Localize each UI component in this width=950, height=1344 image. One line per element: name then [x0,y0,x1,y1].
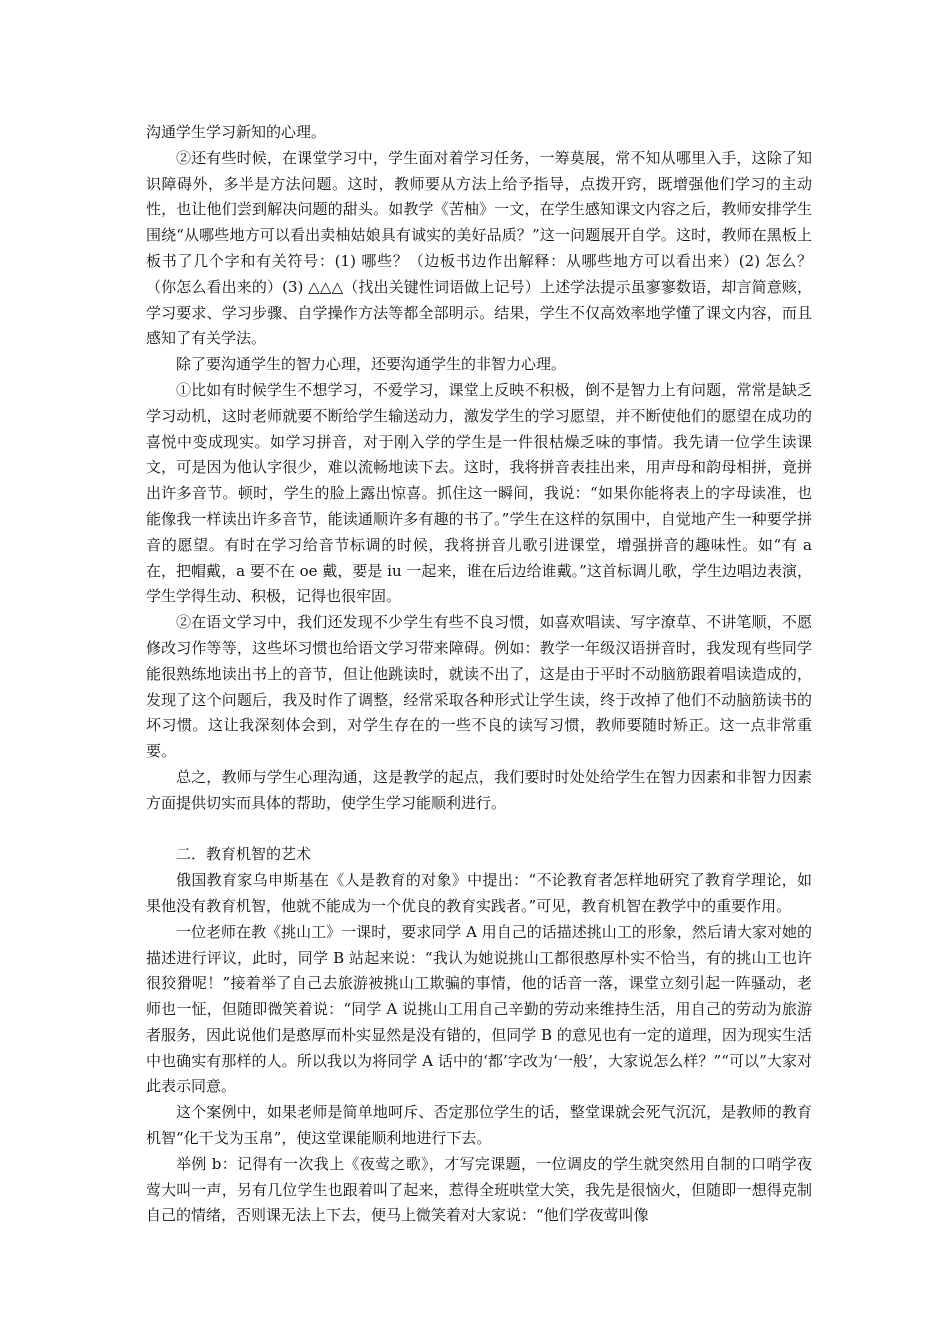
paragraph: 除了要沟通学生的智力心理，还要沟通学生的非智力心理。 [176,355,567,374]
paragraph: 沟通学生学习新知的心理。 [146,123,327,141]
paragraph: ②在语文学习中，我们还发现不少学生有些不良习惯，如喜欢唱读、写字潦草、不讲笔顺，不愿修改习作等等，这些坏习惯也给语文学习带来障碍。例如：教学一年级汉语拼音时，我发现有些同学能很熟练地读出书上的音节，但让他跳读时，就读不出了，这是由于平时不动脑筋跟着唱读造成的，发现了这个问题后，我及时作了调整，经常采取各种形式让学生读，终于改掉了他们不动脑筋读书的坏习惯。这让我深刻体会到，对学生存在的一些不良的读写习惯，教师要随时矫正。这一点非常重要。 [146,613,812,761]
blank-line [146,817,812,843]
document-page [146,120,812,1229]
section-heading: 二．教育机智的艺术 [176,845,312,864]
paragraph: 一位老师在教《挑山工》一课时，要求同学 A 用自己的话描述挑山工的形象，然后请大家对她的描述进行评议，此时，同学 B 站起来说：“我认为她说挑山工都很憨厚朴实不恰当，有的挑山工也许很狡猾呢！”接着举了自己去旅游被挑山工欺骗的事情，他的话音一落，课堂立刻引起一阵骚动，老师也一怔，但随即微笑着说：“同学 A 说挑山工用自己辛勤的劳动来维持生活，用自己的劳动为旅游者服务，因此说他们是憨厚而朴实显然是没有错的，但同学 B 的意见也有一定的道理，因为现实生活中也确实有那样的人。所以我以为将同学 A 话中的‘都’字改为‘一般’，大家说怎么样？”“可以”大家对此表示同意。 [146,922,812,1096]
paragraph: 总之，教师与学生心理沟通，这是教学的起点，我们要时时处处给学生在智力因素和非智力因素方面提供切实而具体的帮助，使学生学习能顺利进行。 [146,767,812,812]
paragraph: 俄国教育家乌申斯基在《人是教育的对象》中提出：“不论教育者怎样地研究了教育学理论，如果他没有教育机智，他就不能成为一个优良的教育实践者。”可见，教育机智在教学中的重要作用。 [146,871,812,915]
paragraph: ②还有些时候，在课堂学习中，学生面对着学习任务，一筹莫展，常不知从哪里入手，这除了知识障碍外，多半是方法问题。这时，教师要从方法上给予指导，点拨开窍，既增强他们学习的主动性，也让他们尝到解决问题的甜头。如教学《苦柚》一文，在学生感知课文内容之后，教师安排学生围绕“从哪些地方可以看出卖柚姑娘具有诚实的美好品质？”这一问题展开自学。这时，教师在黑板上板书了几个字和有关符号：(1) 哪些？（边板书边作出解释：从哪些地方可以看出来）(2) 怎么？（你怎么看出来的）(3) △△△（找出关键性词语做上记号）上述学法提示虽寥寥数语，却言简意赅，学习要求、学习步骤、自学操作方法等都全部明示。结果，学生不仅高效率地学懂了课文内容，而且感知了有关学法。 [146,148,812,348]
paragraph: 这个案例中，如果老师是简单地呵斥、否定那位学生的话，整堂课就会死气沉沉，是教师的教育机智“化干戈为玉帛”，使这堂课能顺利地进行下去。 [146,1103,812,1148]
paragraph: ①比如有时候学生不想学习，不爱学习，课堂上反映不积极，倒不是智力上有问题，常常是缺乏学习动机，这时老师就要不断给学生输送动力，激发学生的学习愿望，并不断使他们的愿望在成功的喜悦中变成现实。如学习拼音，对于刚入学的学生是一件很枯燥乏味的事情。我先请一位学生读课文，可是因为他认字很少，难以流畅地读下去。这时，我将拼音表挂出来，用声母和韵母相拼，竟拼出许多音节。顿时，学生的脸上露出惊喜。抓住这一瞬间，我说：“如果你能将表上的字母读准，也能像我一样读出许多音节，能读通顺许多有趣的书了。”学生在这样的氛围中，自觉地产生一种要学拼音的愿望。有时在学习给音节标调的时候，我将拼音儿歌引进课堂，增强拼音的趣味性。如“有 a 在，把帽戴，a 要不在 oe 戴，要是 iu 一起来，谁在后边给谁戴。”这首标调儿歌，学生边唱边表演，学生学得生动、积极，记得也很牢固。 [146,380,812,606]
paragraph: 举例 b：记得有一次我上《夜莺之歌》，才写完课题，一位调皮的学生就突然用自制的口哨学夜莺大叫一声，另有几位学生也跟着叫了起来，惹得全班哄堂大笑，我先是很恼火，但随即一想得克制自己的情绪，否则课无法上下去，便马上微笑着对大家说：“他们学夜莺叫像 [146,1154,812,1225]
